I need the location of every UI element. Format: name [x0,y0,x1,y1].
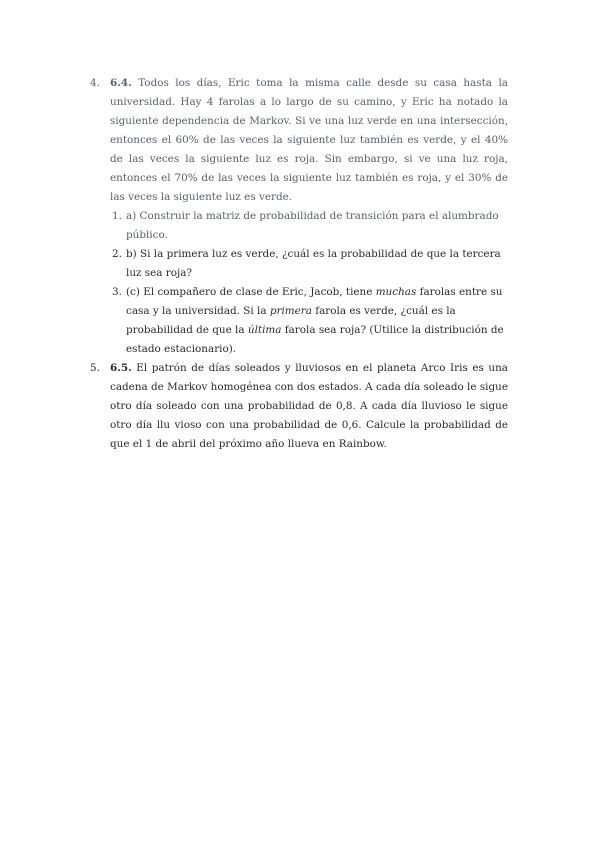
problem-6-5 [90,359,508,454]
subitem-a [112,207,508,245]
problem-list [90,74,508,454]
subitem-c [112,283,508,359]
problem-number: 5. [90,362,100,374]
problem-number: 4. [90,77,100,89]
subitem-number: 1. [112,210,122,222]
problem-id: 6.4. [110,77,132,89]
problem-text: Todos los días, Eric toma la misma calle desde su casa hasta la universidad. Hay 4 farolas a lo largo de su camino, y Eric ha notado la siguiente dependencia de Markov. Si ve una luz verde en una intersección, entonces el 60% de las veces la siguiente luz también es verde, y el 40% de las veces la siguiente luz es roja. Sin embargo, si ve una luz roja, entonces el 70% de las veces la siguiente luz también es roja, y el 30% de las veces la siguiente luz es verde. [110,77,508,203]
subitem-text-part: farola es verde, ¿cuál es la probabilidad de que la [126,305,456,336]
subitem-number: 3. [112,286,122,298]
subitem-text: b) Si la primera luz es verde, ¿cuál es la probabilidad de que la tercera luz sea roja? [126,248,501,279]
problem-6-4-subitems [90,207,508,359]
subitem-emphasis: muchas [375,286,417,298]
problem-6-4 [90,74,508,207]
subitem-text: a) Construir la matriz de probabilidad de transición para el alumbrado público. [126,210,499,241]
subitem-b [112,245,508,283]
subitem-emphasis: última [247,324,282,336]
subitem-text-part: (c) El compañero de clase de Eric, Jacob, tiene [126,286,376,298]
subitem-number: 2. [112,248,122,260]
subitem-text-part: farolas entre su casa y la universidad. Si la [126,286,503,317]
subitem-text-part: farola sea roja? (Utilice la distribución de estado estacionario). [126,324,504,355]
problem-id: 6.5. [110,362,132,374]
problem-text: El patrón de días soleados y lluviosos en el planeta Arco Iris es una cadena de Markov homogénea con dos estados. A cada día soleado le sigue otro día soleado con una probabilidad de 0,8. A cada día lluvioso le sigue otro día llu vioso con una probabilidad de 0,6. Calcule la probabilidad de que el 1 de abril del próximo año llueva en Rainbow. [110,362,508,450]
subitem-emphasis: primera [269,305,312,317]
